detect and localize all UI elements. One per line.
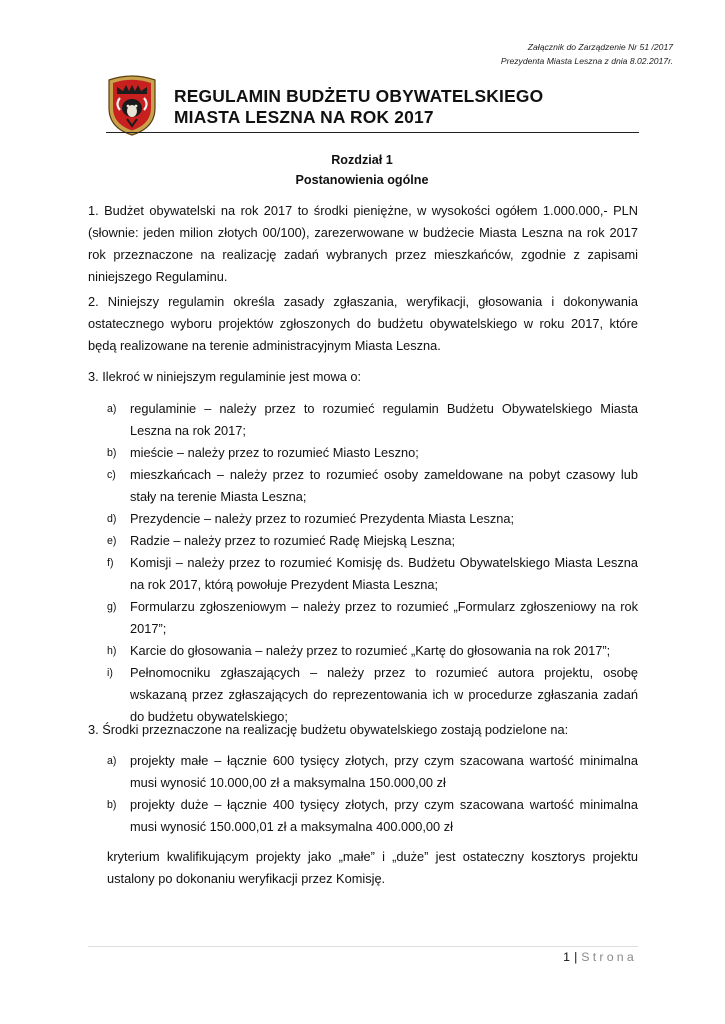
paragraph-2: 2. Niniejszy regulamin określa zasady zgłaszania, weryfikacji, głosowania i dokonywania ostatecznego wyboru projektów zgłoszonych do budżetu obywatelskiego w roku 2017, które będą realizowane na terenie administracyjnym Miasta Leszna. (88, 294, 638, 353)
title-line-1: REGULAMIN BUDŻETU OBYWATELSKIEGO (174, 86, 544, 106)
title-line-2: MIASTA LESZNA NA ROK 2017 (174, 107, 434, 127)
list-item-label: i) (107, 667, 113, 679)
list-item (107, 794, 638, 838)
annex-note (501, 40, 673, 68)
list-item (107, 442, 638, 464)
annex-line-1: Załącznik do Zarządzenie Nr 51 /2017 (527, 42, 673, 52)
list-item-text: Karcie do głosowania – należy przez to rozumieć „Kartę do głosowania na rok 2017”; (130, 643, 611, 658)
definitions-list (107, 398, 638, 728)
list-item-text: Pełnomocniku zgłaszających – należy przez to rozumieć autora projektu, osobę wskazaną przez zgłaszających do reprezentowania ich w procedurze zgłaszania zadań do budżetu obywatelskiego; (130, 665, 638, 724)
list-item (107, 464, 638, 508)
list-item-text: Radzie – należy przez to rozumieć Radę Miejską Leszna; (130, 533, 456, 548)
list-item-text: Prezydencie – należy przez to rozumieć Prezydenta Miasta Leszna; (130, 511, 515, 526)
budget-split-list (107, 750, 638, 838)
list-item-label: a) (107, 755, 117, 767)
page-number: 1 (563, 950, 571, 964)
list-item-label: d) (107, 513, 117, 525)
paragraph-5: kryterium kwalifikującym projekty jako „małe” i „duże” jest ostateczny kosztorys projektu ustalony po dokonaniu weryfikacji przez Komisję. (107, 849, 638, 886)
list-item (107, 596, 638, 640)
chapter-name: Postanowienia ogólne (295, 173, 429, 187)
list-item-text: mieszkańcach – należy przez to rozumieć osoby zameldowane na pobyt czasowy lub stały na terenie Miasta Leszna; (130, 467, 638, 504)
annex-line-2: Prezydenta Miasta Leszna z dnia 8.02.2017r. (500, 56, 673, 66)
list-item-text: mieście – należy przez to rozumieć Miasto Leszno; (130, 445, 419, 460)
list-item-label: b) (107, 447, 117, 459)
document-title (174, 86, 634, 128)
list-item-text: regulaminie – należy przez to rozumieć regulamin Budżetu Obywatelskiego Miasta Leszna na rok 2017; (130, 401, 638, 438)
list-item-text: Komisji – należy przez to rozumieć Komisję ds. Budżetu Obywatelskiego Miasta Leszna na rok 2017, którą powołuje Prezydent Miasta Leszna; (130, 555, 638, 592)
list-item (107, 508, 638, 530)
list-item (107, 552, 638, 596)
page-footer (563, 948, 637, 966)
paragraph-1: 1. Budżet obywatelski na rok 2017 to środki pieniężne, w wysokości ogółem 1.000.000,- PLN (słownie: jeden milion złotych 00/100), zarezerwowane w budżecie Miasta Leszna na rok 2017 rok przeznaczone na realizację zadań wybranych przez mieszkańców, zgodnie z zapisami niniejszego Regulaminu. (88, 203, 638, 284)
list-item-label: b) (107, 799, 117, 811)
paragraph-4: 3. Środki przeznaczone na realizację budżetu obywatelskiego zostają podzielone na: (88, 722, 569, 737)
list-item-label: g) (107, 601, 117, 613)
title-underline (106, 132, 639, 133)
footer-separator: | (574, 950, 578, 964)
list-item (107, 750, 638, 794)
list-item-label: f) (107, 557, 114, 569)
chapter-heading (88, 150, 636, 190)
chapter-number: Rozdział 1 (331, 153, 393, 167)
list-item-text: projekty duże – łącznie 400 tysięcy złotych, przy czym szacowana wartość minimalna musi wynosić 150.000,01 zł a maksymalna 400.000,00 zł (130, 797, 638, 834)
list-item-label: e) (107, 535, 117, 547)
page-word: Strona (581, 950, 637, 964)
footer-divider (88, 946, 638, 947)
list-item-text: projekty małe – łącznie 600 tysięcy złotych, przy czym szacowana wartość minimalna musi wynosić 10.000,00 zł a maksymalna 150.000,00 zł (130, 753, 638, 790)
list-item-label: c) (107, 469, 116, 481)
list-item (107, 530, 638, 552)
list-item-text: Formularzu zgłoszeniowym – należy przez to rozumieć „Formularz zgłoszeniowy na rok 2017”; (130, 599, 638, 636)
list-item-label: h) (107, 645, 117, 657)
paragraph-3: 3. Ilekroć w niniejszym regulaminie jest mowa o: (88, 369, 362, 384)
list-item (107, 398, 638, 442)
list-item-label: a) (107, 403, 117, 415)
list-item (107, 640, 638, 662)
city-coat-of-arms-logo (106, 74, 158, 136)
